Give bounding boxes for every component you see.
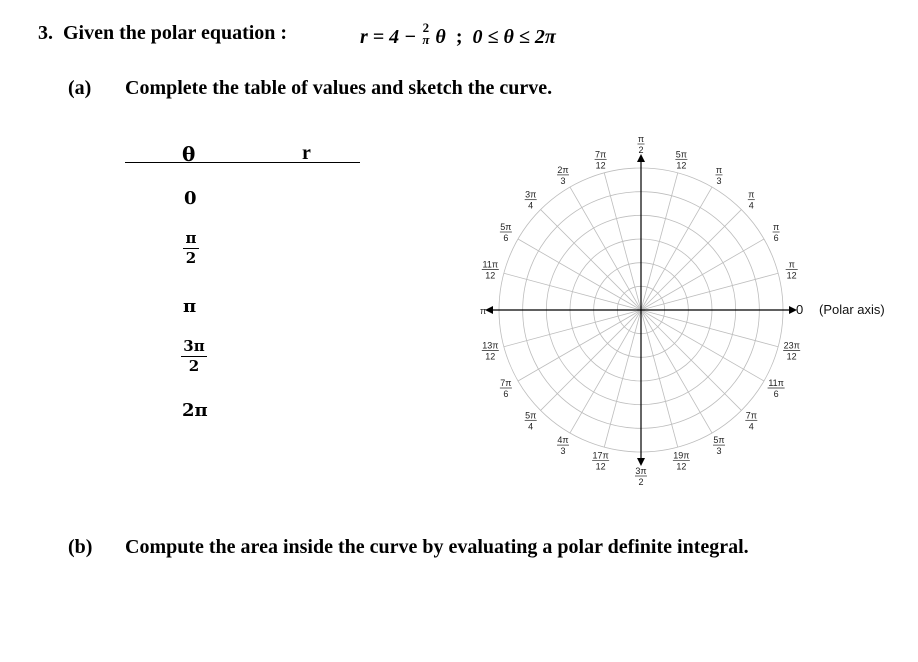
theta-numerator: π bbox=[185, 229, 197, 247]
angle-label-denominator: 4 bbox=[748, 200, 754, 211]
angle-label-denominator: 12 bbox=[595, 461, 606, 472]
angle-label-denominator: 6 bbox=[773, 233, 779, 243]
angle-label bbox=[748, 190, 755, 211]
angle-label-numerator: 7π bbox=[595, 149, 607, 160]
angle-label-denominator: 3 bbox=[716, 446, 722, 457]
polar-spoke bbox=[641, 187, 712, 310]
angle-label-denominator: 6 bbox=[503, 233, 509, 243]
angle-label bbox=[592, 451, 609, 472]
angle-label bbox=[482, 260, 499, 281]
polar-spoke bbox=[641, 239, 764, 310]
table-row-theta-2pi: 2π bbox=[182, 400, 208, 421]
angle-label-denominator: 12 bbox=[676, 160, 687, 171]
angle-label bbox=[525, 190, 537, 211]
fraction-denominator: π bbox=[422, 32, 430, 48]
angle-label-denominator: 2 bbox=[638, 145, 644, 155]
angle-label bbox=[713, 435, 725, 456]
part-a-label: (a) bbox=[68, 77, 92, 99]
angle-label-denominator: 6 bbox=[773, 389, 779, 399]
polar-axis-label: (Polar axis) bbox=[819, 302, 885, 317]
theta-denominator: 2 bbox=[185, 249, 197, 267]
angle-label-denominator: 6 bbox=[503, 389, 509, 399]
polar-spoke bbox=[570, 187, 641, 310]
angle-label bbox=[500, 222, 512, 243]
angle-label bbox=[635, 466, 647, 487]
angle-label bbox=[500, 378, 512, 399]
angle-label bbox=[557, 435, 569, 456]
angle-label-denominator: 12 bbox=[786, 270, 797, 281]
angle-label-denominator: 3 bbox=[560, 446, 566, 457]
angle-label bbox=[745, 410, 757, 431]
part-b-text: Compute the area inside the curve by evaluating a polar definite integral. bbox=[125, 536, 749, 558]
polar-spoke bbox=[518, 310, 641, 381]
angle-label-numerator: π bbox=[715, 164, 723, 175]
equation-domain: 0 ≤ θ ≤ 2π bbox=[472, 26, 556, 48]
pi-angle-label: π bbox=[480, 306, 487, 316]
theta-numerator: 3π bbox=[183, 337, 205, 355]
angle-label-numerator: 7π bbox=[745, 410, 757, 421]
table-header-theta: θ bbox=[182, 142, 196, 166]
equation-rhs: θ bbox=[435, 26, 446, 48]
angle-label bbox=[673, 451, 690, 472]
angle-label-denominator: 12 bbox=[786, 351, 797, 362]
equation-lhs: r = 4 − bbox=[360, 26, 417, 48]
angle-label bbox=[716, 165, 723, 186]
angle-label bbox=[525, 410, 537, 431]
angle-label-numerator: 4π bbox=[557, 435, 569, 446]
table-row-theta-pi: π bbox=[183, 296, 197, 317]
arrow-down-icon bbox=[637, 458, 645, 466]
angle-label-numerator: 3π bbox=[525, 189, 537, 200]
angle-label-numerator: 5π bbox=[713, 435, 725, 446]
angle-label-numerator: 19π bbox=[673, 450, 690, 461]
angle-label-numerator: π bbox=[772, 222, 780, 232]
angle-label-numerator: π bbox=[788, 259, 795, 270]
part-b-label: (b) bbox=[68, 536, 93, 558]
polar-spoke bbox=[570, 310, 641, 433]
angle-label bbox=[675, 149, 687, 170]
angle-label bbox=[557, 165, 569, 186]
polar-spoke bbox=[641, 210, 741, 310]
polar-spoke bbox=[518, 239, 641, 310]
arrow-up-icon bbox=[637, 154, 645, 162]
question-text: Given the polar equation : bbox=[63, 22, 288, 44]
angle-label bbox=[595, 149, 607, 170]
angle-label-denominator: 12 bbox=[485, 351, 496, 362]
angle-label-numerator: 17π bbox=[592, 450, 609, 461]
angle-label-numerator: 5π bbox=[675, 149, 687, 160]
angle-label-denominator: 3 bbox=[716, 175, 722, 186]
angle-label-numerator: 5π bbox=[525, 410, 537, 421]
polar-spoke bbox=[641, 310, 764, 381]
zero-angle-label: 0 bbox=[796, 302, 804, 317]
angle-label-numerator: 13π bbox=[482, 340, 499, 351]
angle-label bbox=[638, 134, 645, 155]
table-row-theta-0: 0 bbox=[184, 188, 197, 209]
angle-label-numerator: π bbox=[748, 189, 755, 200]
angle-label bbox=[773, 222, 780, 243]
angle-label-numerator: 2π bbox=[557, 164, 569, 175]
theta-denominator: 2 bbox=[188, 357, 200, 375]
angle-label-denominator: 4 bbox=[528, 421, 534, 432]
angle-label-denominator: 4 bbox=[748, 421, 754, 432]
angle-label-numerator: π bbox=[637, 134, 645, 144]
angle-label bbox=[482, 340, 499, 361]
polar-spoke bbox=[641, 310, 712, 433]
part-a-text: Complete the table of values and sketch the curve. bbox=[125, 77, 553, 99]
angle-label-numerator: 5π bbox=[500, 222, 512, 232]
angle-label bbox=[768, 378, 785, 399]
angle-label bbox=[783, 340, 800, 361]
angle-label-denominator: 12 bbox=[485, 270, 496, 281]
angle-label-numerator: 3π bbox=[635, 466, 647, 476]
angle-label-numerator: 7π bbox=[500, 378, 512, 388]
polar-spoke bbox=[541, 310, 641, 410]
angle-label-numerator: 11π bbox=[482, 259, 499, 270]
angle-label bbox=[786, 260, 798, 281]
angle-label-denominator: 12 bbox=[595, 160, 606, 171]
angle-label-denominator: 4 bbox=[528, 200, 534, 211]
angle-label-numerator: 11π bbox=[768, 378, 784, 388]
fraction-numerator: 2 bbox=[422, 20, 430, 36]
question-number: 3. bbox=[38, 22, 53, 44]
table-header-r: r bbox=[302, 142, 311, 164]
angle-label-denominator: 12 bbox=[676, 461, 687, 472]
angle-label-denominator: 3 bbox=[560, 175, 566, 186]
angle-label-denominator: 2 bbox=[638, 477, 644, 487]
equation-separator: ; bbox=[455, 26, 463, 48]
polar-spoke bbox=[641, 310, 741, 410]
polar-spoke bbox=[541, 210, 641, 310]
angle-label-numerator: 23π bbox=[783, 340, 800, 351]
